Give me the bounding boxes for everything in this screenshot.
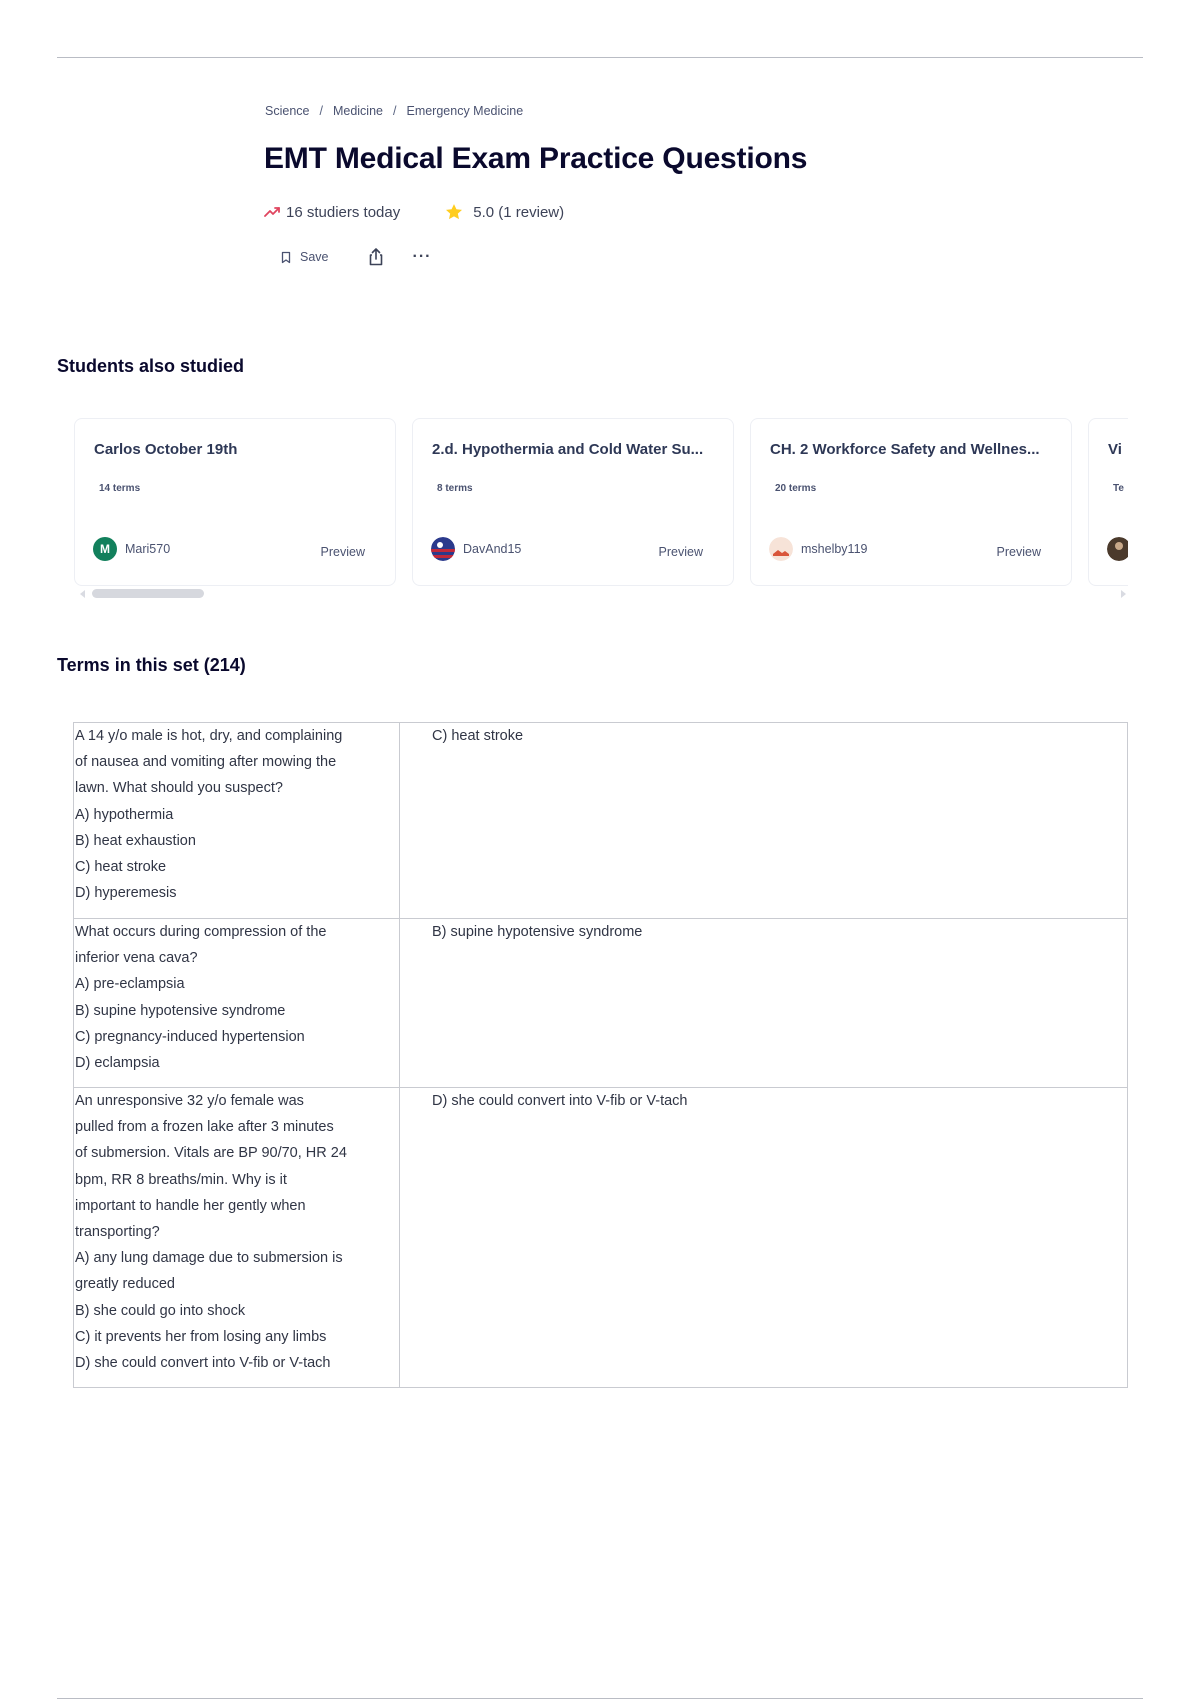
question-line: B) heat exhaustion [75,832,196,849]
card-term-count: Te [1113,483,1124,494]
save-button[interactable] [280,250,329,264]
image-avatar-icon [769,537,793,561]
card-title: Vi [1108,441,1122,458]
study-set-card[interactable] [74,418,396,586]
card-title: Carlos October 19th [94,441,238,458]
study-set-carousel [74,418,1128,590]
page-title: EMT Medical Exam Practice Questions [264,142,808,175]
question-line: What occurs during compression of the [75,924,327,940]
share-button[interactable] [365,246,387,268]
flag-avatar-icon [431,537,455,561]
question-line: pulled from a frozen lake after 3 minutes [75,1119,334,1136]
avatar: M [93,537,117,561]
avatar [431,537,455,561]
set-meta [264,202,564,222]
table-row [74,1088,1128,1388]
studiers-today [264,204,400,221]
terms-heading: Terms in this set (214) [57,655,246,675]
question-line: of submersion. Vitals are BP 90/70, HR 24 [75,1145,347,1162]
avatar [769,537,793,561]
card-author[interactable] [93,537,170,561]
card-term-count: 14 terms [99,483,141,494]
question-line: A 14 y/o male is hot, dry, and complaining [75,728,343,744]
scroll-left-arrow-icon[interactable] [80,590,85,598]
question-line: greatly reduced [75,1276,175,1293]
star-icon [444,202,464,222]
question-line: A) hypothermia [75,806,174,823]
breadcrumb [265,104,523,118]
card-author[interactable] [1107,537,1128,561]
preview-button[interactable]: Preview [320,545,365,559]
term-question [74,1088,400,1388]
table-row [74,723,1128,919]
question-line: lawn. What should you suspect? [75,780,283,797]
question-line: D) she could convert into V-fib or V-tach [75,1355,331,1372]
breadcrumb-emergency-medicine[interactable]: Emergency Medicine [406,104,524,118]
question-line: inferior vena cava? [75,950,198,967]
share-icon [366,247,386,267]
term-answer: B) supine hypotensive syndrome [400,919,1128,1088]
terms-table [73,722,1128,1388]
author-name: mshelby119 [801,542,868,556]
question-line: C) it prevents her from losing any limbs [75,1328,327,1345]
author-name: DavAnd15 [463,542,522,556]
breadcrumb-separator: / [319,104,323,118]
bottom-divider [57,1698,1143,1699]
question-line: A) pre-eclampsia [75,976,185,993]
card-title: CH. 2 Workforce Safety and Wellnes... [770,441,1040,458]
term-question [74,919,400,1088]
scroll-right-arrow-icon[interactable] [1121,590,1126,598]
term-answer: D) she could convert into V-fib or V-tach [400,1088,1128,1388]
breadcrumb-separator: / [393,104,397,118]
study-set-card[interactable] [750,418,1072,586]
question-line: transporting? [75,1224,160,1241]
question-line: B) she could go into shock [75,1302,246,1319]
question-line: A) any lung damage due to submersion is [75,1250,343,1267]
top-divider [57,57,1143,58]
question-line: important to handle her gently when [75,1197,306,1214]
card-author[interactable] [431,537,521,561]
save-label: Save [300,250,329,264]
avatar [1107,537,1128,561]
question-line: C) heat stroke [75,859,167,876]
studiers-label: 16 studiers today [286,203,401,221]
question-line: of nausea and vomiting after mowing the [75,754,337,771]
bookmark-icon [280,251,292,264]
breadcrumb-science[interactable]: Science [265,104,310,118]
question-line: D) eclampsia [75,1055,160,1072]
photo-avatar-icon [1107,537,1128,561]
question-line: B) supine hypotensive syndrome [75,1002,286,1019]
term-answer: C) heat stroke [400,723,1128,919]
preview-button[interactable]: Preview [658,545,703,559]
card-term-count: 20 terms [775,483,817,494]
breadcrumb-medicine[interactable]: Medicine [332,104,383,118]
scroll-thumb[interactable] [92,589,204,598]
question-line: An unresponsive 32 y/o female was [75,1093,304,1109]
question-line: D) hyperemesis [75,885,177,902]
study-set-card[interactable] [412,418,734,586]
term-question [74,723,400,919]
card-title: 2.d. Hypothermia and Cold Water Su... [432,441,704,458]
set-actions [280,246,431,268]
more-icon[interactable]: ··· [412,248,432,265]
students-also-studied-heading: Students also studied [57,356,245,376]
question-line: C) pregnancy-induced hypertension [75,1028,305,1045]
author-name: Mari570 [125,542,171,556]
rating[interactable] [444,202,564,222]
table-row [74,919,1128,1088]
card-term-count: 8 terms [437,483,473,494]
rating-label: 5.0 (1 review) [473,203,565,221]
study-set-card[interactable] [1088,418,1128,586]
card-author[interactable] [769,537,867,561]
preview-button[interactable]: Preview [996,545,1041,559]
question-line: bpm, RR 8 breaths/min. Why is it [75,1171,287,1188]
carousel-scrollbar[interactable] [80,589,1126,599]
trending-up-icon [264,206,280,218]
